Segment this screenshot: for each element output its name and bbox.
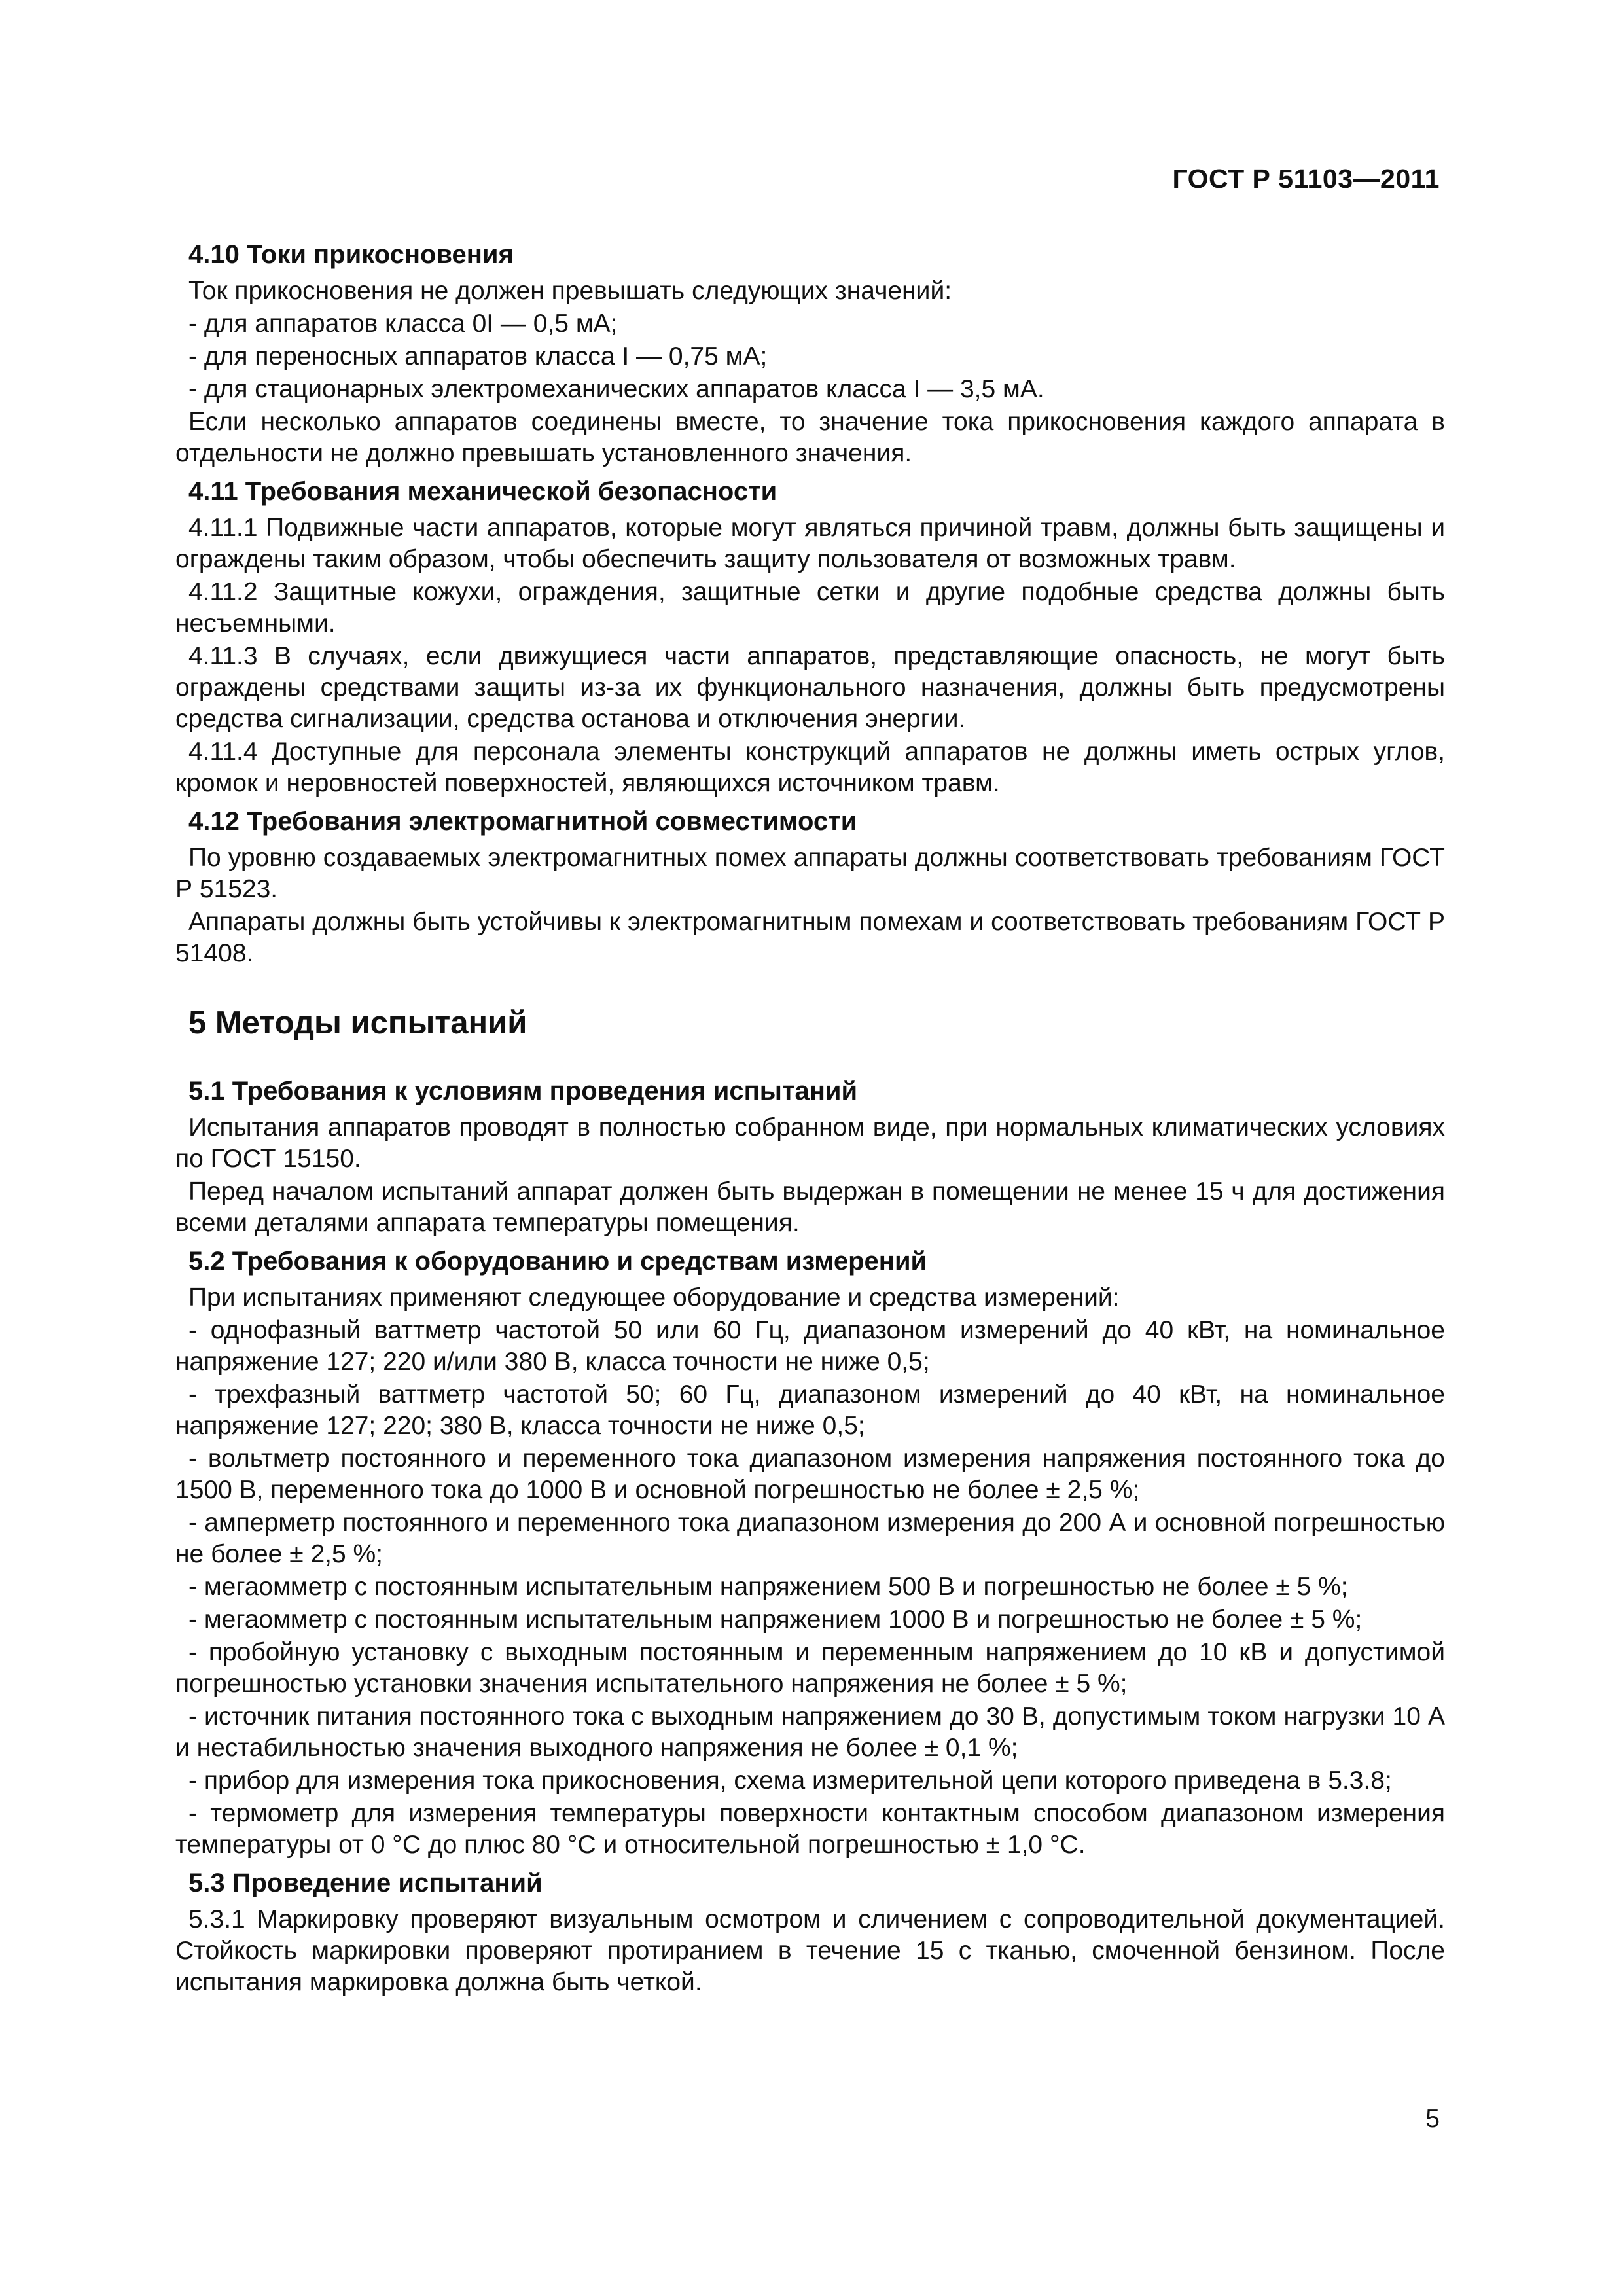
page-number: 5 [1425, 2105, 1440, 2133]
s52-item: - пробойную установку с выходным постоянным и переменным напряжением до 10 кВ и допустимой погрешностью установки значения испытательного напряжения не более ± 5 %; [175, 1638, 1445, 1698]
s410-intro: Ток прикосновения не должен превышать следующих значений: [188, 277, 952, 305]
s52-item: - вольтметр постоянного и переменного тока диапазоном измерения напряжения постоянного тока до 1500 В, переменного тока до 1000 В и основной погрешностью не более ± 2,5 %; [175, 1444, 1445, 1504]
section-4-10-title: 4.10 Токи прикосновения [188, 240, 514, 269]
section-5-title: 5 Методы испытаний [188, 1005, 527, 1041]
s52-item: - однофазный ваттметр частотой 50 или 60 Гц, диапазоном измерений до 40 кВт, на номинальное напряжение 127; 220 и/или 380 В, класса точности не ниже 0,5; [175, 1316, 1445, 1376]
s51-p2: Перед началом испытаний аппарат должен быть выдержан в помещении не менее 15 ч для достижения всеми деталями аппарата температуры помещения. [175, 1177, 1445, 1237]
section-4-12-title: 4.12 Требования электромагнитной совместимости [188, 807, 857, 836]
s410-note: Если несколько аппаратов соединены вместе, то значение тока прикосновения каждого аппарата в отдельности не должно превышать установленного значения. [175, 408, 1445, 467]
s52-intro: При испытаниях применяют следующее оборудование и средства измерений: [188, 1283, 1120, 1312]
s52-item: - источник питания постоянного тока с выходным напряжением до 30 В, допустимым током нагрузки 10 А и нестабильностью значения выходного напряжения не более ± 0,1 %; [175, 1702, 1445, 1762]
section-5-3-title: 5.3 Проведение испытаний [188, 1869, 543, 1897]
s52-item: - термометр для измерения температуры поверхности контактным способом диапазоном измерения температуры от 0 °С до плюс 80 °С и относительной погрешностью ± 1,0 °С. [175, 1799, 1445, 1859]
document-header: ГОСТ Р 51103—2011 [1172, 164, 1440, 194]
section-5-1-title: 5.1 Требования к условиям проведения испытаний [188, 1077, 858, 1105]
s411-p2: 4.11.2 Защитные кожухи, ограждения, защитные сетки и другие подобные средства должны быть несъемными. [175, 578, 1445, 637]
s51-p1: Испытания аппаратов проводят в полностью собранном виде, при нормальных климатических условиях по ГОСТ 15150. [175, 1113, 1445, 1173]
s410-item: - для стационарных электромеханических аппаратов класса I — 3,5 мА. [188, 375, 1044, 403]
s410-item: - для аппаратов класса 0I — 0,5 мА; [188, 310, 618, 338]
s52-item: - прибор для измерения тока прикосновения, схема измерительной цепи которого приведена в 5.3.8; [188, 1767, 1392, 1795]
s52-item: - мегаомметр с постоянным испытательным напряжением 1000 В и погрешностью не более ± 5 %; [188, 1605, 1363, 1634]
s412-p2: Аппараты должны быть устойчивы к электромагнитным помехам и соответствовать требованиям ГОСТ Р 51408. [175, 908, 1445, 967]
section-4-11-title: 4.11 Требования механической безопасности [188, 477, 777, 506]
s411-p3: 4.11.3 В случаях, если движущиеся части аппаратов, представляющие опасность, не могут быть ограждены средствами защиты из-за их функционального назначения, должны быть предусмотрены средства сигнализации, средства останова и отключения энергии. [175, 642, 1445, 733]
s410-item: - для переносных аппаратов класса I — 0,75 мА; [188, 342, 768, 370]
s412-p1: По уровню создаваемых электромагнитных помех аппараты должны соответствовать требованиям ГОСТ Р 51523. [175, 844, 1445, 903]
s411-p4: 4.11.4 Доступные для персонала элементы конструкций аппаратов не должны иметь острых углов, кромок и неровностей поверхностей, являющихся источником травм. [175, 738, 1445, 797]
section-5-2-title: 5.2 Требования к оборудованию и средствам измерений [188, 1247, 927, 1276]
s53-p1: 5.3.1 Маркировку проверяют визуальным осмотром и сличением с сопроводительной документацией. Стойкость маркировки проверяют протиранием в течение 15 с тканью, смоченной бензином. После испытания маркировка должна быть четкой. [175, 1905, 1445, 1996]
s411-p1: 4.11.1 Подвижные части аппаратов, которые могут являться причиной травм, должны быть защищены и ограждены таким образом, чтобы обеспечить защиту пользователя от возможных травм. [175, 514, 1445, 573]
s52-item: - мегаомметр с постоянным испытательным напряжением 500 В и погрешностью не более ± 5 %; [188, 1573, 1348, 1601]
s52-item: - амперметр постоянного и переменного тока диапазоном измерения до 200 А и основной погрешностью не более ± 2,5 %; [175, 1509, 1445, 1568]
document-body [175, 232, 1445, 2000]
s52-item: - трехфазный ваттметр частотой 50; 60 Гц, диапазоном измерений до 40 кВт, на номинальное напряжение 127; 220; 380 В, класса точности не ниже 0,5; [175, 1380, 1445, 1440]
